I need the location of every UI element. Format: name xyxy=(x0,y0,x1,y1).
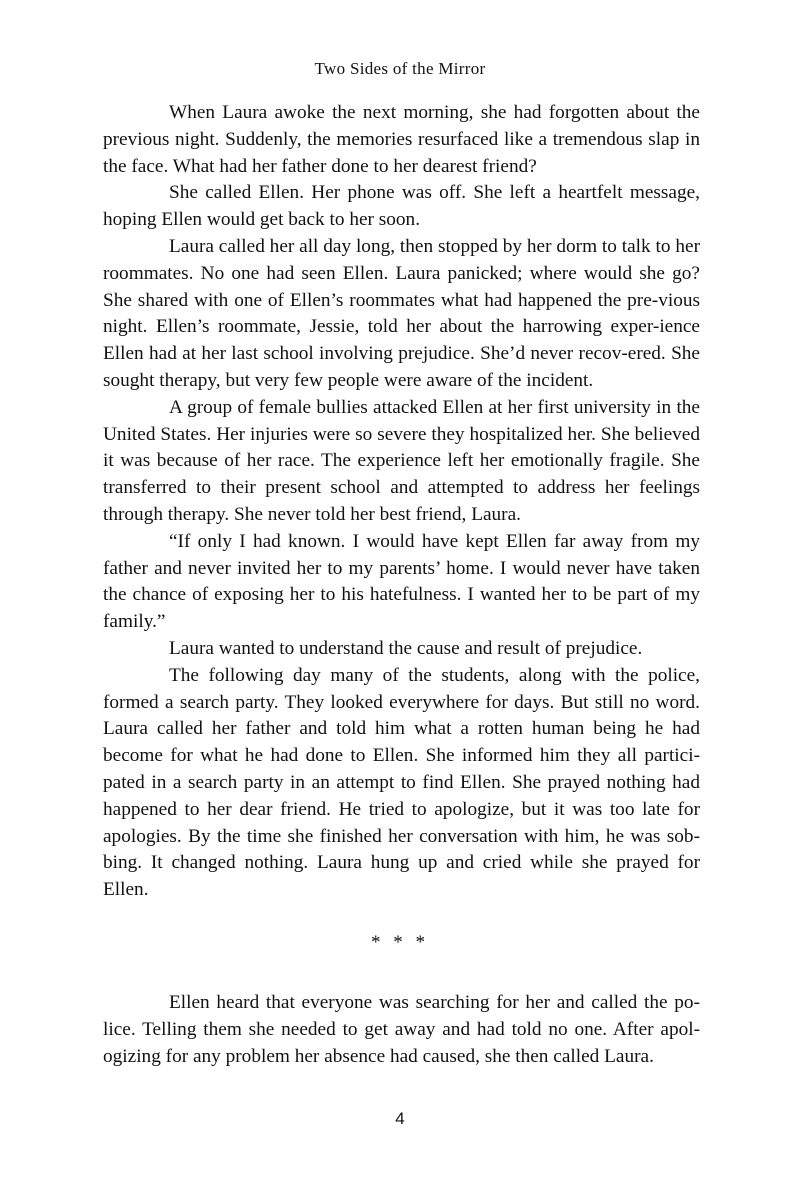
paragraph: Laura wanted to understand the cause and result of prejudice. xyxy=(169,637,643,659)
page-number: 4 xyxy=(395,1109,405,1128)
paragraph: She called Ellen. Her phone was off. She left a heartfelt message, hoping Ellen would get back to her soon. xyxy=(103,182,700,231)
paragraph: The following day many of the students, along with the police, formed a search party. They looked everywhere for days. But still no word. Laura called her father and told him what a rotten human being he had become for what he had done to Ellen. She informed him they all partici-pated in a search party in an attempt to find Ellen. She prayed nothing had happened to her dear friend. He tried to apologize, but it was too late for apologies. By the time she finished her conversation with him, he was sob-bing. It changed nothing. Laura hung up and cried while she prayed for Ellen. xyxy=(103,664,700,901)
scene-break: * * * xyxy=(371,932,429,953)
paragraph: Laura called her all day long, then stopped by her dorm to talk to her roommates. No one had seen Ellen. Laura panicked; where would she go? She shared with one of Ellen’s roommates what had happened the pre-vious night. Ellen’s roommate, Jessie, told her about the harrowing exper-ience Ellen had at her last school involving prejudice. She’d never recov-ered. She sought therapy, but very few people were aware of the incident. xyxy=(103,235,700,391)
paragraph: “If only I had known. I would have kept Ellen far away from my father and never invited her to my parents’ home. I would never have taken the chance of exposing her to his hatefulness. I wanted her to be part of my family.” xyxy=(103,530,700,633)
chapter-body-continued xyxy=(103,990,700,1070)
running-header-title: Two Sides of the Mirror xyxy=(314,59,486,78)
paragraph: Ellen heard that everyone was searching for her and called the po-lice. Telling them she needed to get away and had told no one. After apol-ogizing for any problem her absence had caused, she then called Laura. xyxy=(103,992,700,1067)
chapter-body xyxy=(103,100,700,904)
paragraph: When Laura awoke the next morning, she had forgotten about the previous night. Suddenly, the memories resurfaced like a tremendous slap in the face. What had her father done to her dearest friend? xyxy=(103,102,700,177)
paragraph: A group of female bullies attacked Ellen at her first university in the United States. Her injuries were so severe they hospitalized her. She believed it was because of her race. The experience left her emotionally fragile. She transferred to their present school and attempted to address her feelings through therapy. She never told her best friend, Laura. xyxy=(103,396,700,525)
